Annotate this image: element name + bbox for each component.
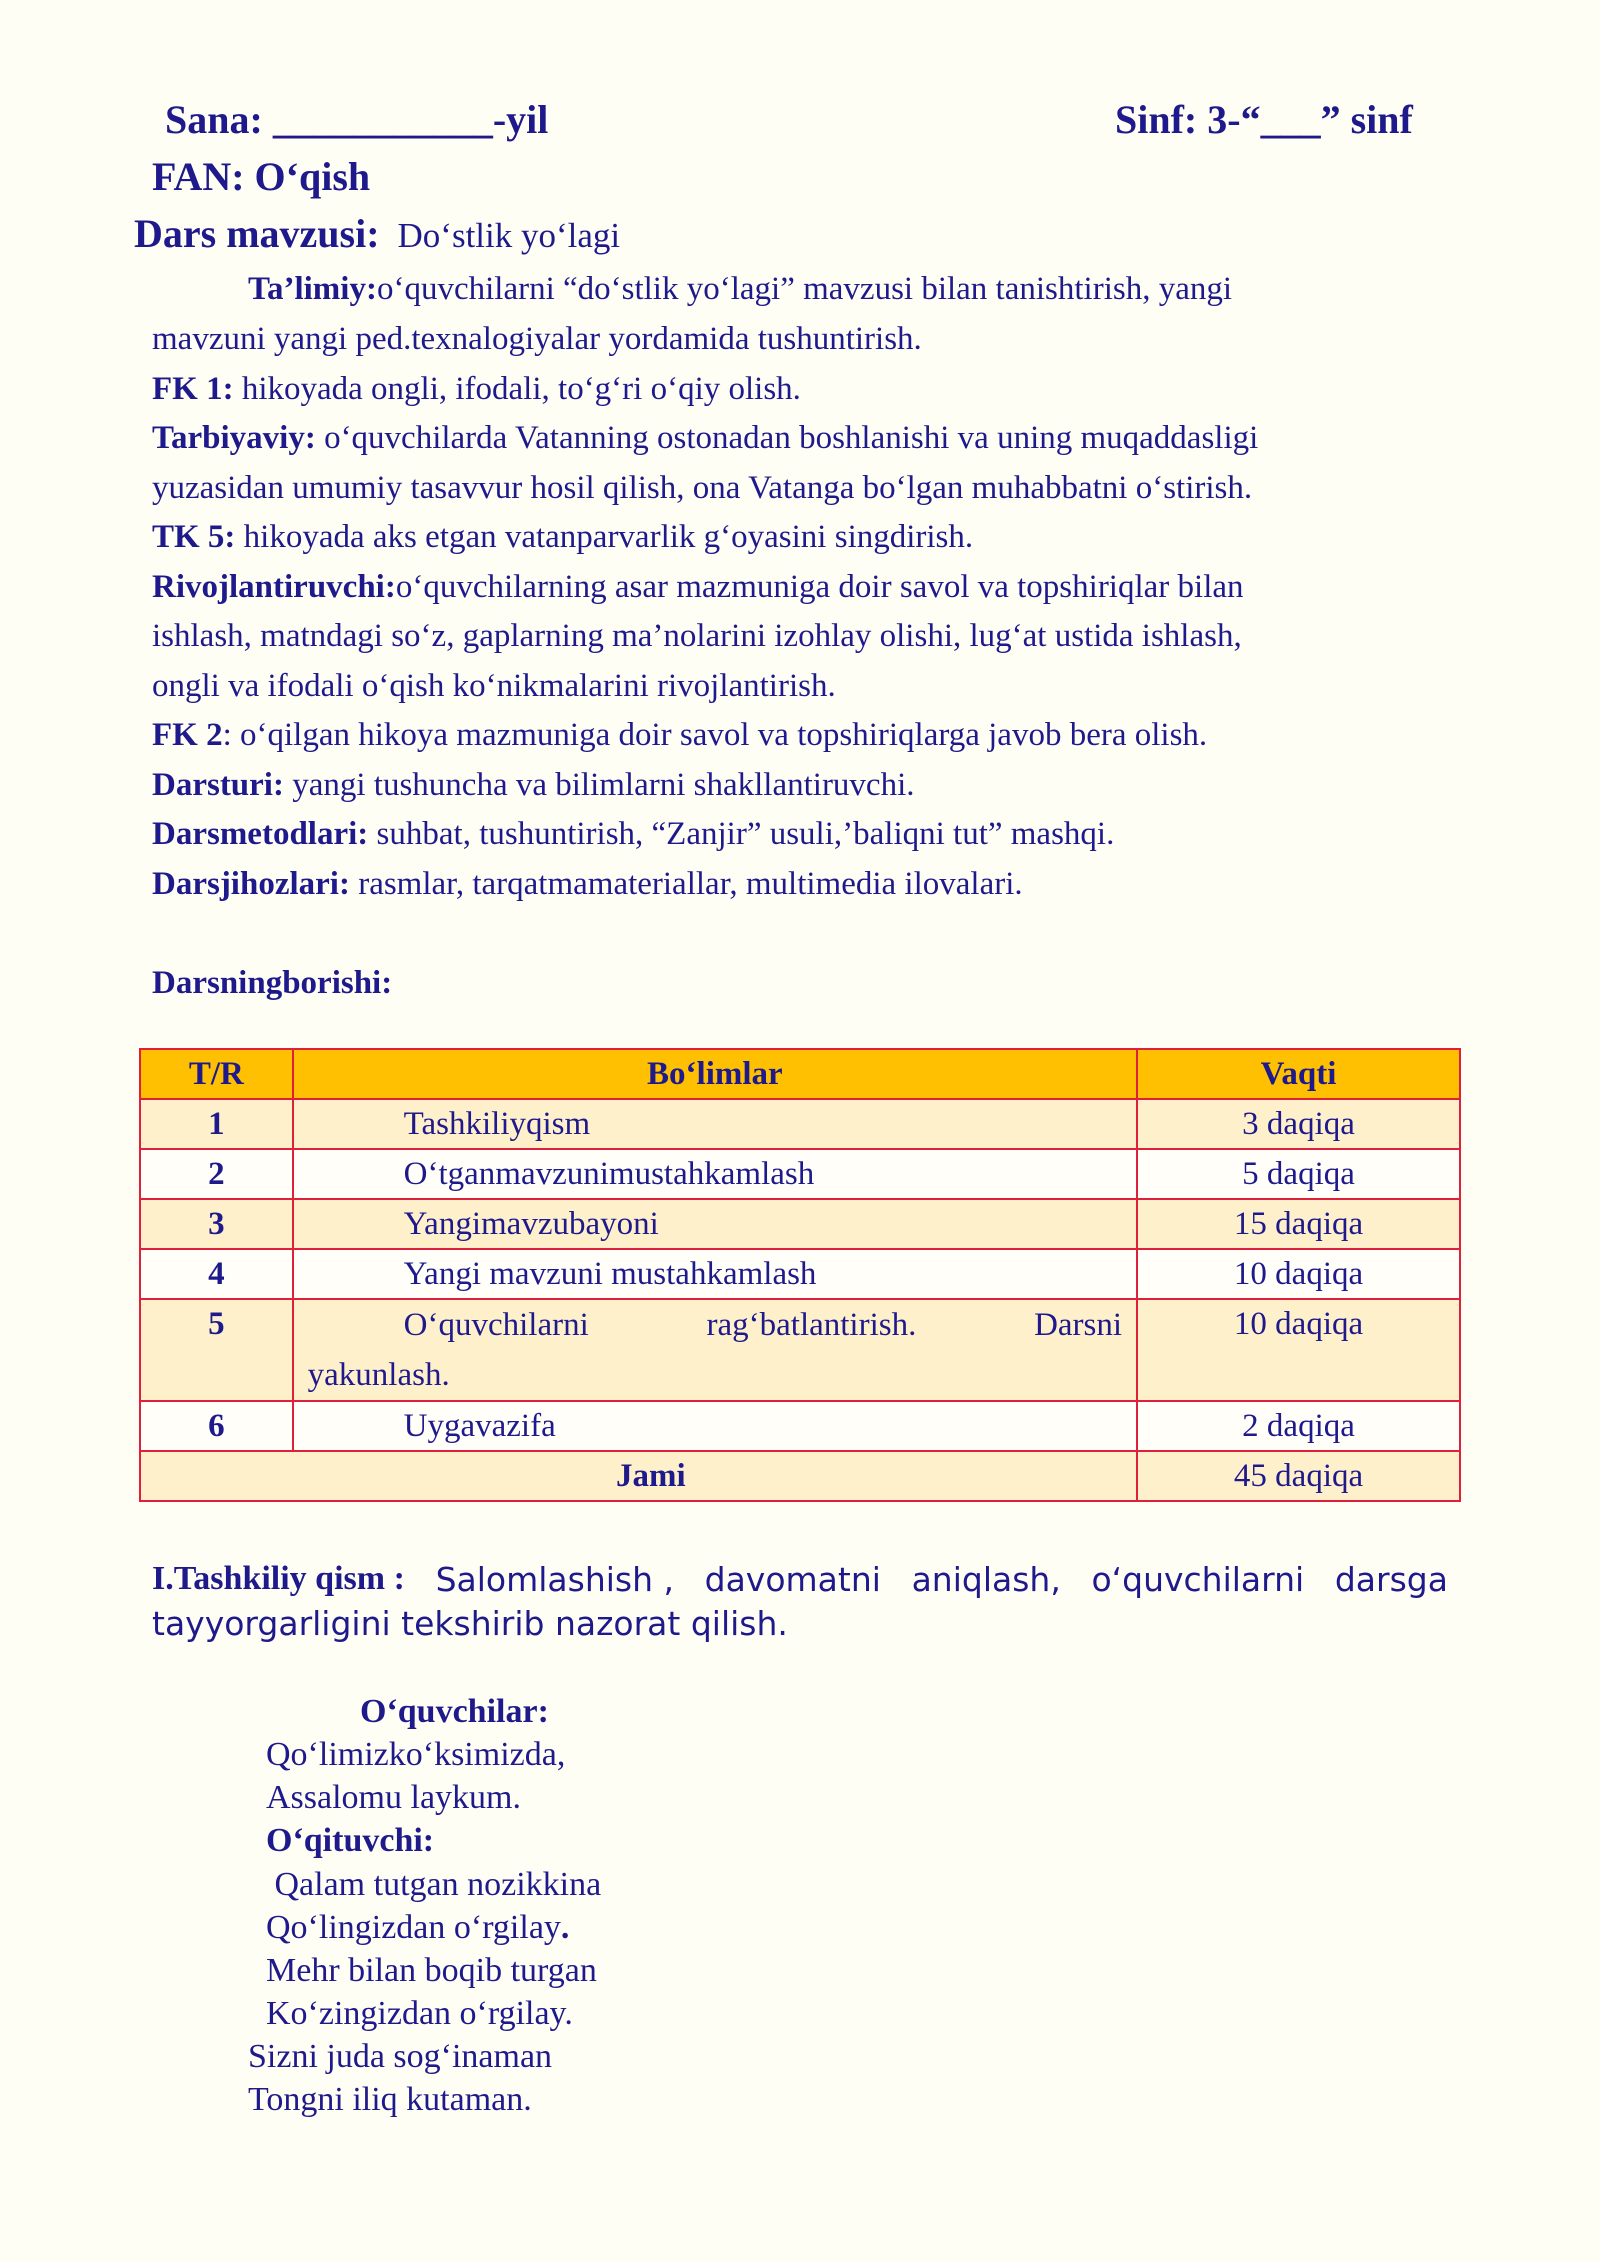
row-time: 2 daqiqa <box>1137 1401 1460 1451</box>
col-section-header: Bo‘limlar <box>293 1049 1137 1099</box>
lesson-equipment <box>152 859 1452 909</box>
talimiy-label: Ta’limiy: <box>248 271 377 307</box>
jihoz-label: Darsjihozlari: <box>152 866 350 902</box>
row-section-line-1 <box>308 1300 1136 1350</box>
row-section: Yangi mavzuni mustahkamlash <box>293 1249 1137 1299</box>
sana-label: Sana: <box>165 97 263 142</box>
lesson-methods <box>152 809 1452 859</box>
poem-line: Mehr bilan boqib turgan <box>266 1952 597 1989</box>
row-section: Yangimavzubayoni <box>293 1199 1137 1249</box>
tashkiliy-word: darsga <box>1334 1560 1448 1599</box>
students-label: O‘quvchilar: <box>360 1693 549 1730</box>
table-row <box>140 1249 1460 1299</box>
jihoz-text: rasmlar, tarqatmamateriallar, multimedia ilovalari. <box>349 866 1023 902</box>
tashkiliy-line-2: tayyorgarligini tekshirib nazorat qilish. <box>152 1604 788 1643</box>
row-section: O‘tganmavzunimustahkamlash <box>293 1149 1137 1199</box>
goal-tarbiyaviy <box>152 413 1452 463</box>
fk1-text: hikoyada ongli, ifodali, to‘g‘ri o‘qiy olish. <box>233 371 801 407</box>
row-num: 1 <box>140 1099 293 1149</box>
poem-line: Sizni juda sog‘inaman <box>248 2038 553 2075</box>
class-label: Sinf: 3-“___” sinf <box>1115 97 1413 142</box>
section-word-2: rag‘batlantirish. <box>706 1307 917 1343</box>
rivoj-label: Rivojlantiruvchi: <box>152 569 396 605</box>
row-time: 3 daqiqa <box>1137 1099 1460 1149</box>
poem-line <box>266 1906 569 1949</box>
col-time-header: Vaqti <box>1137 1049 1460 1099</box>
rivoj-text-1: o‘quvchilarning asar mazmuniga doir savol va topshiriqlar bilan <box>395 569 1244 605</box>
schedule-heading: Darsningborishi: <box>152 965 393 1001</box>
row-time: 15 daqiqa <box>1137 1199 1460 1249</box>
table-row <box>140 1401 1460 1451</box>
poem-line-dot: . <box>560 1909 570 1946</box>
schedule-table <box>139 1048 1461 1502</box>
subject-label: FAN: O‘qish <box>152 154 371 199</box>
sana-blank: ___________-yil <box>272 97 549 142</box>
poem-line: Tongni iliq kutaman. <box>248 2081 532 2118</box>
total-time: 45 daqiqa <box>1137 1451 1460 1501</box>
goal-talimiy <box>248 264 1548 314</box>
row-num: 5 <box>140 1299 293 1401</box>
table-row <box>140 1099 1460 1149</box>
poem-line: Assalomu laykum. <box>266 1779 521 1816</box>
fk2-label: FK 2 <box>152 717 223 753</box>
section-word-1: O‘quvchilarni <box>403 1307 589 1343</box>
poem-line: Ko‘zingizdan o‘rgilay. <box>266 1995 573 2032</box>
poem-line: Qo‘limizko‘ksimizda, <box>266 1736 566 1773</box>
table-row <box>140 1299 1460 1401</box>
row-section-line-2: yakunlash. <box>307 1357 450 1393</box>
tashkiliy-line-1 <box>152 1560 1448 1599</box>
tashkiliy-label: I.Tashkiliy qism : <box>152 1560 405 1597</box>
metod-label: Darsmetodlari: <box>152 816 369 852</box>
turi-text: yangi tushuncha va bilimlarni shakllantiruvchi. <box>283 767 915 803</box>
row-num: 2 <box>140 1149 293 1199</box>
row-time: 10 daqiqa <box>1137 1249 1460 1299</box>
tarbiyaviy-text-1: o‘quvchilarda Vatanning ostonadan boshlanishi va uning muqaddasligi <box>315 420 1259 456</box>
row-time: 10 daqiqa <box>1137 1299 1460 1401</box>
tk5-text: hikoyada aks etgan vatanparvarlik g‘oyasini singdirish. <box>235 519 974 555</box>
table-row <box>140 1199 1460 1249</box>
table-row <box>140 1149 1460 1199</box>
table-total-row <box>140 1451 1460 1501</box>
row-num: 3 <box>140 1199 293 1249</box>
goal-rivoj-cont-2: ongli va ifodali o‘qish ko‘nikmalarini rivojlantirish. <box>152 668 836 704</box>
section-word-3: Darsni <box>1034 1307 1123 1343</box>
row-section: Tashkiliyqism <box>293 1099 1137 1149</box>
tk5-label: TK 5: <box>152 519 236 555</box>
turi-label: Darsturi: <box>152 767 284 803</box>
topic-label: Dars mavzusi: <box>134 211 380 256</box>
goal-rivoj-cont-1: ishlash, matndagi so‘z, gaplarning ma’nolarini izohlay olishi, lug‘at ustida ishlash, <box>152 618 1242 654</box>
goal-rivoj <box>152 562 1452 612</box>
tashkiliy-word: aniqlash, <box>911 1560 1061 1599</box>
lesson-topic <box>134 210 620 257</box>
goal-fk2 <box>152 710 1452 760</box>
tashkiliy-word: davomatni <box>704 1560 881 1599</box>
goal-fk1 <box>152 364 1452 414</box>
tarbiyaviy-label: Tarbiyaviy: <box>152 420 316 456</box>
topic-value: Do‘stlik yo‘lagi <box>397 216 621 255</box>
poem-line: Qalam tutgan nozikkina <box>266 1866 602 1903</box>
lesson-type <box>152 760 1452 810</box>
goal-tk5 <box>152 512 1452 562</box>
row-num: 4 <box>140 1249 293 1299</box>
poem-line-text: Qo‘lingizdan o‘rgilay <box>266 1909 561 1946</box>
tashkiliy-word: o‘quvchilarni <box>1091 1560 1305 1599</box>
talimiy-text-1: o‘quvchilarni “do‘stlik yo‘lagi” mavzusi bilan tanishtirish, yangi <box>376 271 1233 307</box>
row-section: Uygavazifa <box>293 1401 1137 1451</box>
goal-tarbiyaviy-cont: yuzasidan umumiy tasavvur hosil qilish, ona Vatanga bo‘lgan muhabbatni o‘stirish. <box>152 470 1253 506</box>
row-section <box>293 1299 1137 1401</box>
fk2-text: : o‘qilgan hikoya mazmuniga doir savol va topshiriqlarga javob bera olish. <box>222 717 1208 753</box>
tashkiliy-word: Salomlashish , <box>435 1560 674 1599</box>
teacher-label: O‘qituvchi: <box>266 1822 435 1859</box>
date-label <box>165 96 548 143</box>
fk1-label: FK 1: <box>152 371 234 407</box>
col-num-header: T/R <box>140 1049 293 1099</box>
row-num: 6 <box>140 1401 293 1451</box>
goal-talimiy-cont: mavzuni yangi ped.texnalogiyalar yordamida tushuntirish. <box>152 321 922 357</box>
row-time: 5 daqiqa <box>1137 1149 1460 1199</box>
total-label <box>140 1451 1137 1501</box>
metod-text: suhbat, tushuntirish, “Zanjir” usuli,’baliqni tut” mashqi. <box>368 816 1115 852</box>
total-label-text: Jami <box>616 1458 686 1494</box>
table-header-row <box>140 1049 1460 1099</box>
